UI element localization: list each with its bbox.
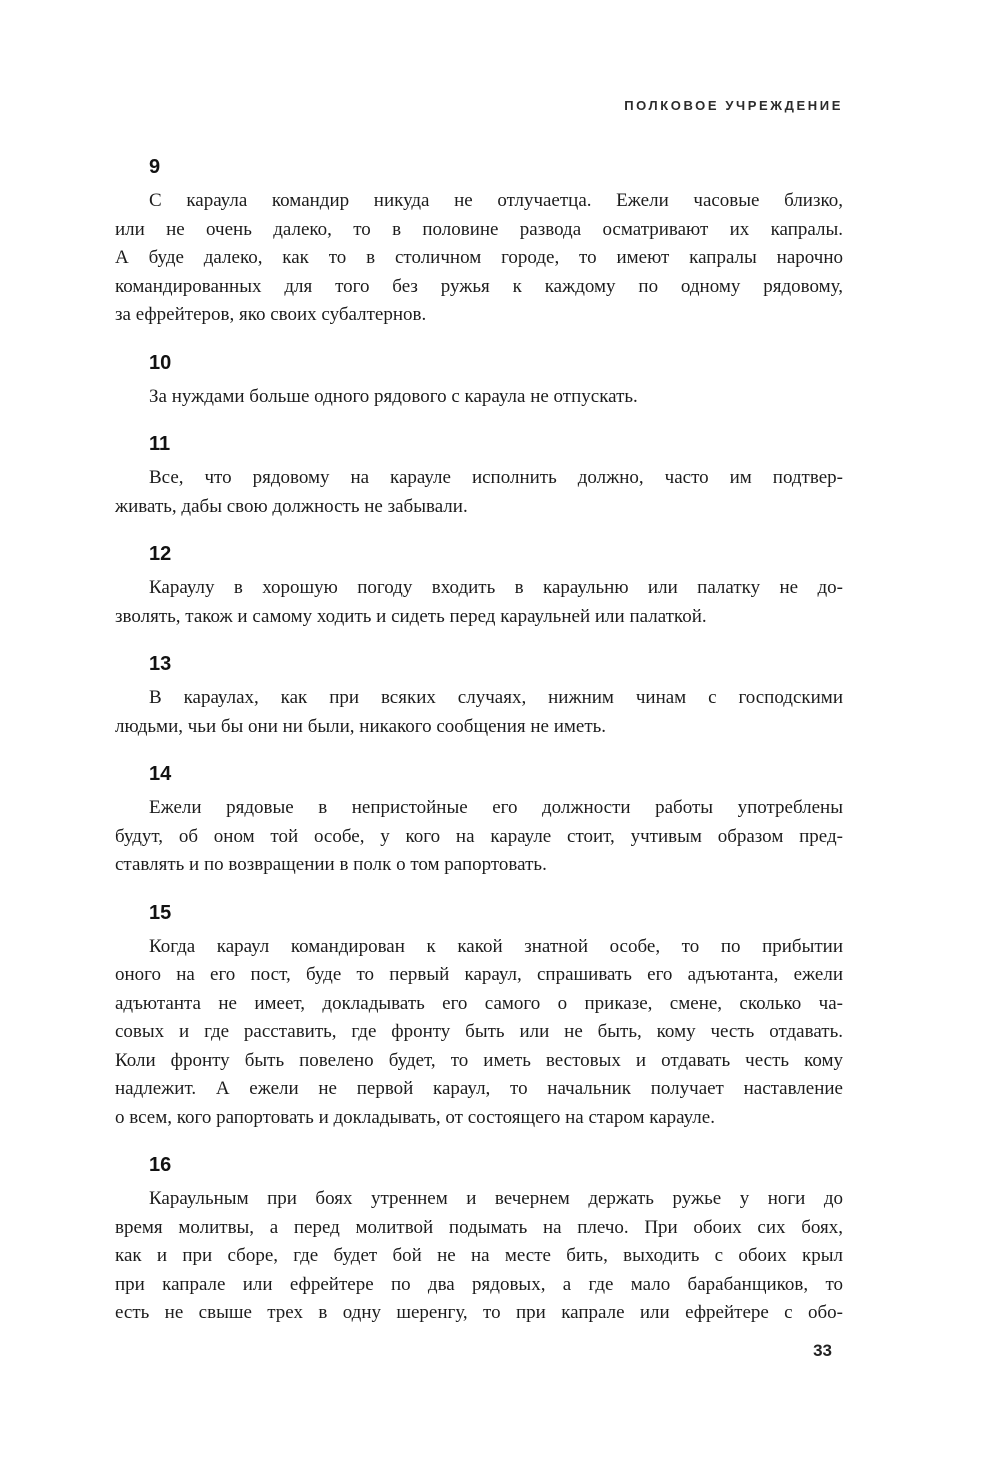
text-line: А буде далеко, как то в столичном городе, то имеют капралы нарочно (115, 247, 843, 268)
section-number: 12 (149, 543, 172, 565)
section-number: 11 (149, 433, 171, 455)
text-line: как и при сборе, где будет бой не на месте бить, выходить с обоих крыл (115, 1245, 843, 1266)
running-header: ПОЛКОВОЕ УЧРЕЖДЕНИЕ (624, 98, 843, 113)
text-line: оного на его пост, буде то первый караул, спрашивать его адъютанта, ежели (115, 964, 843, 985)
text-line: Караульным при боях утреннем и вечернем держать ружье у ноги до (149, 1188, 843, 1209)
text-line: зволять, також и самому ходить и сидеть перед караульней или палаткой. (115, 605, 707, 627)
text-line: С караула командир никуда не отлучаетца. Ежели часовые близко, (149, 190, 843, 211)
section-number: 9 (149, 156, 161, 178)
text-line: или не очень далеко, то в половине развода осматривают их капралы. (115, 218, 843, 240)
section-number: 15 (149, 901, 172, 924)
text-line: будут, об оном той особе, у кого на карауле стоит, учтивым образом пред- (115, 825, 843, 847)
section-10 (115, 352, 843, 412)
text-line: В караулах, как при всяких случаях, нижним чинам с господскими (149, 687, 843, 708)
text-line: надлежит. А ежели не первой караул, то начальник получает наставление (115, 1078, 843, 1099)
section-9 (115, 156, 843, 330)
section-13 (115, 653, 843, 741)
section-paragraph (115, 187, 843, 330)
section-number: 10 (149, 351, 172, 374)
text-line: людьми, чьи бы они ни были, никакого сообщения не иметь. (115, 715, 607, 737)
section-paragraph (115, 933, 843, 1133)
section-paragraph (115, 574, 843, 631)
text-line: командированных для того без ружья к каждому по одному рядовому, (115, 275, 843, 297)
section-paragraph (115, 684, 843, 741)
text-line: за ефрейтеров, яко своих субалтернов. (115, 304, 427, 325)
section-15 (115, 902, 843, 1133)
section-paragraph (115, 1185, 843, 1328)
text-line: адъютанта не имеет, докладывать его самого о приказе, смене, сколько ча- (115, 992, 843, 1014)
page-body (115, 156, 843, 1328)
text-line: при капрале или ефрейтере по два рядовых, а где мало барабанщиков, то (115, 1273, 843, 1295)
text-line: Коли фронту быть повелено будет, то иметь вестовых и отдавать честь кому (115, 1049, 843, 1071)
text-line: ставлять и по возвращении в полк о том рапортовать. (115, 854, 547, 875)
section-paragraph (115, 464, 843, 521)
text-line: совых и где расставить, где фронту быть или не быть, кому честь отдавать. (115, 1021, 843, 1042)
text-line: о всем, кого рапортовать и докладывать, от состоящего на старом карауле. (115, 1106, 715, 1128)
section-number: 13 (149, 653, 172, 675)
section-number: 14 (149, 763, 172, 785)
text-line: Караулу в хорошую погоду входить в караульню или палатку не до- (149, 577, 843, 598)
section-12 (115, 543, 843, 631)
text-line: Ежели рядовые в непристойные его должности работы употреблены (149, 797, 843, 818)
section-paragraph (115, 794, 843, 880)
section-paragraph (115, 383, 843, 412)
text-line: За нуждами больше одного рядового с караула не отпускать. (149, 385, 638, 407)
text-line: Когда караул командирован к какой знатной особе, то по прибытии (149, 935, 843, 957)
text-line: есть не свыше трех в одну шеренгу, то при капрале или ефрейтере с обо- (115, 1302, 843, 1323)
text-line: время молитвы, а перед молитвой подымать на плечо. При обоих сих боях, (115, 1216, 843, 1238)
section-number: 16 (149, 1154, 172, 1176)
section-16 (115, 1154, 843, 1328)
section-11 (115, 433, 843, 521)
section-14 (115, 763, 843, 880)
text-line: Все, что рядовому на карауле исполнить должно, часто им подтвер- (149, 467, 843, 488)
text-line: живать, дабы свою должность не забывали. (115, 495, 468, 517)
page-number: 33 (813, 1341, 832, 1360)
